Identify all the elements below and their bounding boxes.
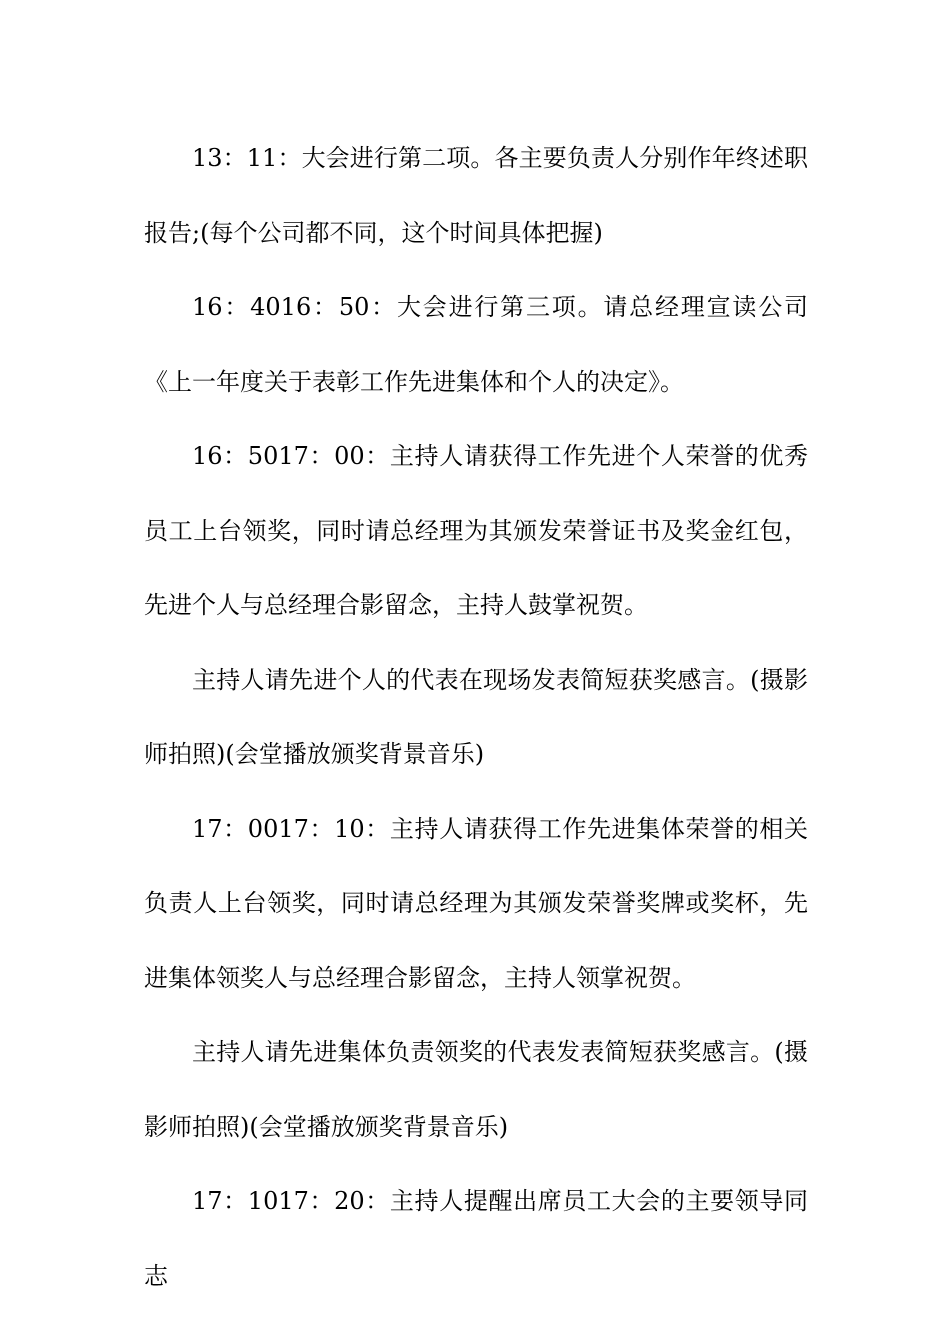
paragraph-item-3: 16：5017：00：主持人请获得工作先进个人荣誉的优秀员工上台领奖，同时请总经理为其颁发荣誉证书及奖金红包，先进个人与总经理合影留念，主持人鼓掌祝贺。 — [144, 442, 808, 619]
document-body — [144, 121, 808, 1313]
paragraph-item-2: 16：4016：50：大会进行第三项。请总经理宣读公司《上一年度关于表彰工作先进集体和个人的决定》。 — [144, 293, 808, 396]
paragraph-item-6: 主持人请先进集体负责领奖的代表发表简短获奖感言。(摄影师拍照)(会堂播放颁奖背景音乐) — [144, 1038, 808, 1141]
paragraph-item-5: 17：0017：10：主持人请获得工作先进集体荣誉的相关负责人上台领奖，同时请总经理为其颁发荣誉奖牌或奖杯，先进集体领奖人与总经理合影留念，主持人领掌祝贺。 — [144, 814, 808, 992]
paragraph-item-1: 13：11：大会进行第二项。各主要负责人分别作年终述职报告;(每个公司都不同，这个时间具体把握) — [144, 144, 808, 247]
paragraph-item-7: 17：1017：20：主持人提醒出席员工大会的主要领导同志 — [144, 1187, 808, 1290]
paragraph-item-4: 主持人请先进个人的代表在现场发表简短获奖感言。(摄影师拍照)(会堂播放颁奖背景音乐) — [144, 665, 808, 768]
